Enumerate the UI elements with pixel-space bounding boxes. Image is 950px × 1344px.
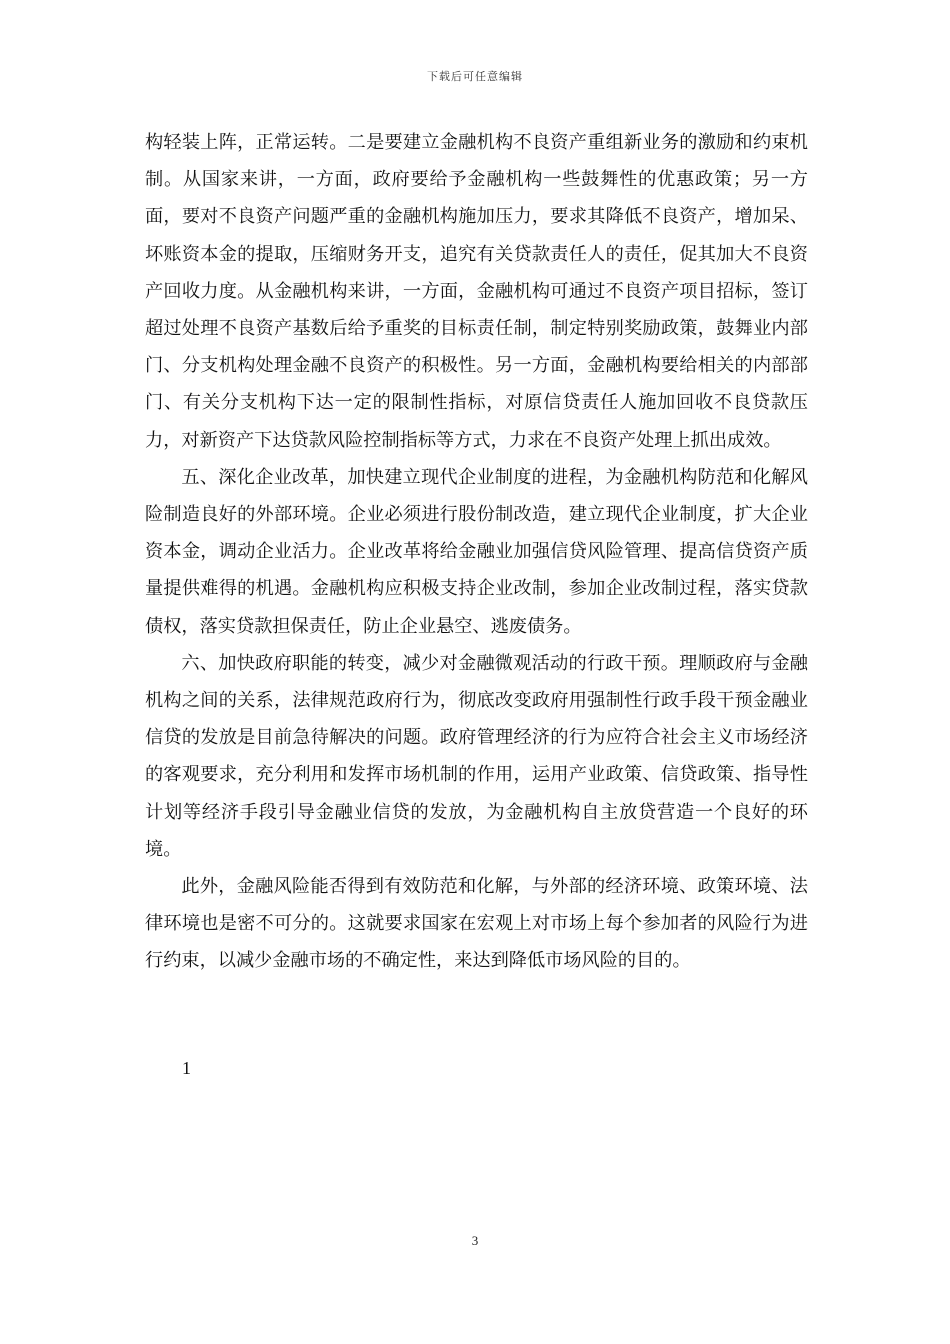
page-header: 下载后可任意编辑: [427, 70, 523, 83]
paragraph-continuation: 构轻装上阵，正常运转。二是要建立金融机构不良资产重组新业务的激励和约束机制。从国家来讲，一方面，政府要给予金融机构一些鼓舞性的优惠政策；另一方面，要对不良资产问题严重的金融机构施加压力，要求其降低不良资产，增加呆、坏账资本金的提取，压缩财务开支，追究有关贷款责任人的责任，促其加大不良资产回收力度。从金融机构来讲，一方面，金融机构可通过不良资产项目招标，签订超过处理不良资产基数后给予重奖的目标责任制，制定特别奖励政策，鼓舞业内部门、分支机构处理金融不良资产的积极性。另一方面，金融机构要给相关的内部部门、有关分支机构下达一定的限制性指标，对原信贷责任人施加回收不良贷款压力，对新资产下达贷款风险控制指标等方式，力求在不良资产处理上抓出成效。: [145, 132, 808, 451]
document-body: [145, 124, 808, 980]
paragraph-conclusion: 此外，金融风险能否得到有效防范和化解，与外部的经济环境、政策环境、法律环境也是密不可分的。这就要求国家在宏观上对市场上每个参加者的风险行为进行约束，以减少金融市场的不确定性，来达到降低市场风险的目的。: [145, 876, 808, 972]
paragraph-section-six: 六、加快政府职能的转变，减少对金融微观活动的行政干预。理顺政府与金融机构之间的关系，法律规范政府行为，彻底改变政府用强制性行政手段干预金融业信贷的发放是目前急待解决的问题。政府管理经济的行为应符合社会主义市场经济的客观要求，充分利用和发挥市场机制的作用，运用产业政策、信贷政策、指导性计划等经济手段引导金融业信贷的发放，为金融机构自主放贷营造一个良好的环境。: [145, 652, 808, 860]
list-marker: 1: [182, 1058, 191, 1078]
page-number: 3: [471, 1233, 479, 1248]
paragraph-section-five: 五、深化企业改革，加快建立现代企业制度的进程，为金融机构防范和化解风险制造良好的外部环境。企业必须进行股份制改造，建立现代企业制度，扩大企业资本金，调动企业活力。企业改革将给金融业加强信贷风险管理、提高信贷资产质量提供难得的机遇。金融机构应积极支持企业改制，参加企业改制过程，落实贷款债权，落实贷款担保责任，防止企业悬空、逃废债务。: [145, 466, 808, 637]
